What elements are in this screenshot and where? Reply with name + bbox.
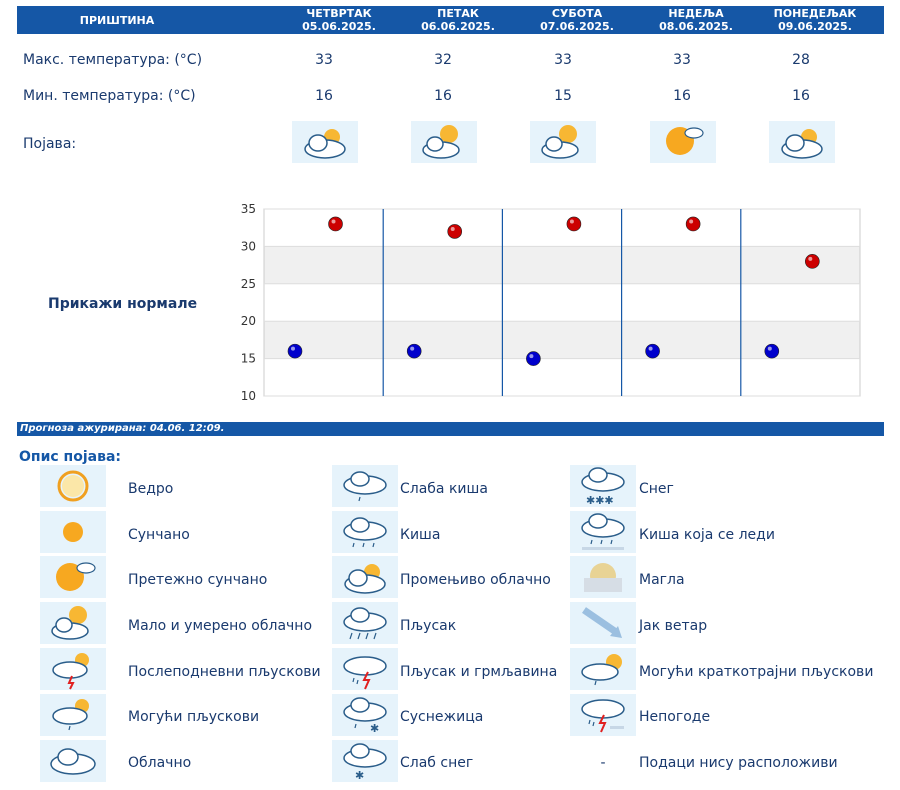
freezing-rain-icon bbox=[570, 511, 636, 553]
point-highlight bbox=[768, 347, 772, 351]
mostly-sunny-icon bbox=[650, 121, 716, 163]
y-tick-label: 15 bbox=[240, 351, 256, 366]
y-tick-label: 25 bbox=[240, 276, 256, 291]
legend-label: Ведро bbox=[128, 481, 174, 497]
max-temp-point bbox=[805, 254, 819, 268]
min-temp-point bbox=[765, 344, 779, 358]
day-header: ПЕТАК 06.06.2025. bbox=[421, 7, 495, 33]
legend-label: Магла bbox=[639, 572, 685, 588]
max-temp-point bbox=[448, 224, 462, 238]
sleet-icon bbox=[332, 694, 398, 736]
point-highlight bbox=[410, 347, 414, 351]
y-tick-label: 30 bbox=[240, 239, 256, 254]
sunny-icon bbox=[40, 511, 106, 553]
legend-label: Облачно bbox=[128, 755, 192, 771]
chart-band bbox=[264, 246, 860, 283]
svg-text:✱: ✱ bbox=[370, 722, 380, 735]
phenomenon-label: Појава: bbox=[23, 136, 77, 152]
legend-label: Слаб снег bbox=[400, 755, 474, 771]
legend-label: Суснежица bbox=[400, 709, 484, 725]
svg-text:✱✱✱: ✱✱✱ bbox=[586, 494, 614, 507]
min-temp-point bbox=[407, 344, 421, 358]
thunder-shower-icon bbox=[332, 648, 398, 690]
min-temp-point bbox=[526, 352, 540, 366]
max-temp-label: Макс. температура: (°C) bbox=[23, 52, 203, 68]
y-tick-label: 35 bbox=[240, 202, 256, 216]
legend-label: Промењиво облачно bbox=[400, 572, 551, 588]
max-temp-value: 32 bbox=[434, 52, 452, 68]
variable-cloud-icon bbox=[292, 121, 358, 163]
show-normals-link[interactable]: Прикажи нормале bbox=[48, 296, 198, 312]
point-highlight bbox=[332, 219, 336, 223]
day-header: СУБОТА 07.06.2025. bbox=[540, 7, 614, 33]
max-temp-value: 33 bbox=[315, 52, 333, 68]
partly-cloudy-icon bbox=[411, 121, 477, 163]
point-highlight bbox=[649, 347, 653, 351]
day-header: НЕДЕЉА 08.06.2025. bbox=[659, 7, 733, 33]
y-tick-label: 10 bbox=[240, 389, 256, 403]
legend-label: Јак ветар bbox=[639, 618, 708, 634]
legend-label: Могући краткотрајни пљускови bbox=[639, 664, 874, 680]
partly-cloudy-icon bbox=[40, 602, 106, 644]
min-temp-value: 16 bbox=[315, 88, 333, 104]
point-highlight bbox=[291, 347, 295, 351]
cloudy-icon bbox=[40, 740, 106, 782]
legend-label: Слаба киша bbox=[400, 481, 488, 497]
forecast-header bbox=[17, 6, 884, 34]
legend-label: Киша која се леди bbox=[639, 527, 775, 543]
min-temp-label: Мин. температура: (°C) bbox=[23, 88, 196, 104]
max-temp-point bbox=[686, 217, 700, 231]
max-temp-point bbox=[329, 217, 343, 231]
temperature-chart bbox=[230, 200, 870, 410]
legend-title: Опис појава: bbox=[19, 449, 121, 465]
possible-showers-icon bbox=[40, 694, 106, 736]
point-highlight bbox=[570, 219, 574, 223]
mostly-sunny-icon bbox=[40, 556, 106, 598]
plot-area bbox=[264, 209, 860, 396]
fog-icon bbox=[570, 556, 636, 598]
min-temp-value: 15 bbox=[554, 88, 572, 104]
variable-cloud-icon bbox=[769, 121, 835, 163]
legend-label: Пљусак и грмљавина bbox=[400, 664, 558, 680]
light-rain-icon bbox=[332, 465, 398, 507]
svg-text:✱: ✱ bbox=[355, 769, 365, 782]
partly-cloudy-icon bbox=[530, 121, 596, 163]
y-tick-label: 20 bbox=[240, 314, 256, 329]
no-data-mark: - bbox=[600, 755, 606, 771]
afternoon-showers-icon bbox=[40, 648, 106, 690]
max-temp-value: 33 bbox=[673, 52, 691, 68]
min-temp-value: 16 bbox=[673, 88, 691, 104]
legend-label: Снег bbox=[639, 481, 674, 497]
point-highlight bbox=[529, 354, 533, 358]
city-name: ПРИШТИНА bbox=[79, 14, 155, 27]
storm-icon bbox=[570, 694, 636, 736]
variable-cloud-icon bbox=[332, 556, 398, 598]
shower-icon bbox=[332, 602, 398, 644]
snow-icon bbox=[570, 465, 636, 507]
clear-sun-icon bbox=[40, 465, 106, 507]
min-temp-point bbox=[288, 344, 302, 358]
max-temp-point bbox=[567, 217, 581, 231]
point-highlight bbox=[451, 227, 455, 231]
min-temp-value: 16 bbox=[434, 88, 452, 104]
legend-label: Мало и умерено облачно bbox=[128, 618, 313, 634]
light-snow-icon bbox=[332, 740, 398, 782]
legend-label: Могући пљускови bbox=[128, 709, 260, 725]
max-temp-value: 33 bbox=[554, 52, 572, 68]
day-header: ЧЕТВРТАК 05.06.2025. bbox=[302, 7, 376, 33]
rain-icon bbox=[332, 511, 398, 553]
legend-label: Послеподневни пљускови bbox=[128, 664, 321, 680]
strong-wind-icon bbox=[570, 602, 636, 644]
legend-label: Претежно сунчано bbox=[128, 572, 268, 588]
legend-label: Сунчано bbox=[128, 527, 190, 543]
day-header: ПОНЕДЕЉАК 09.06.2025. bbox=[773, 7, 857, 33]
legend-label: Киша bbox=[400, 527, 441, 543]
min-temp-value: 16 bbox=[792, 88, 810, 104]
point-highlight bbox=[689, 219, 693, 223]
point-highlight bbox=[808, 257, 812, 261]
legend-label: Пљусак bbox=[400, 618, 457, 634]
min-temp-point bbox=[646, 344, 660, 358]
forecast-updated: Прогноза ажурирана: 04.06. 12:09. bbox=[17, 422, 884, 436]
legend-label: Подаци нису расположиви bbox=[639, 755, 838, 771]
max-temp-value: 28 bbox=[792, 52, 810, 68]
legend-label: Непогоде bbox=[639, 709, 711, 725]
brief-showers-icon bbox=[570, 648, 636, 690]
